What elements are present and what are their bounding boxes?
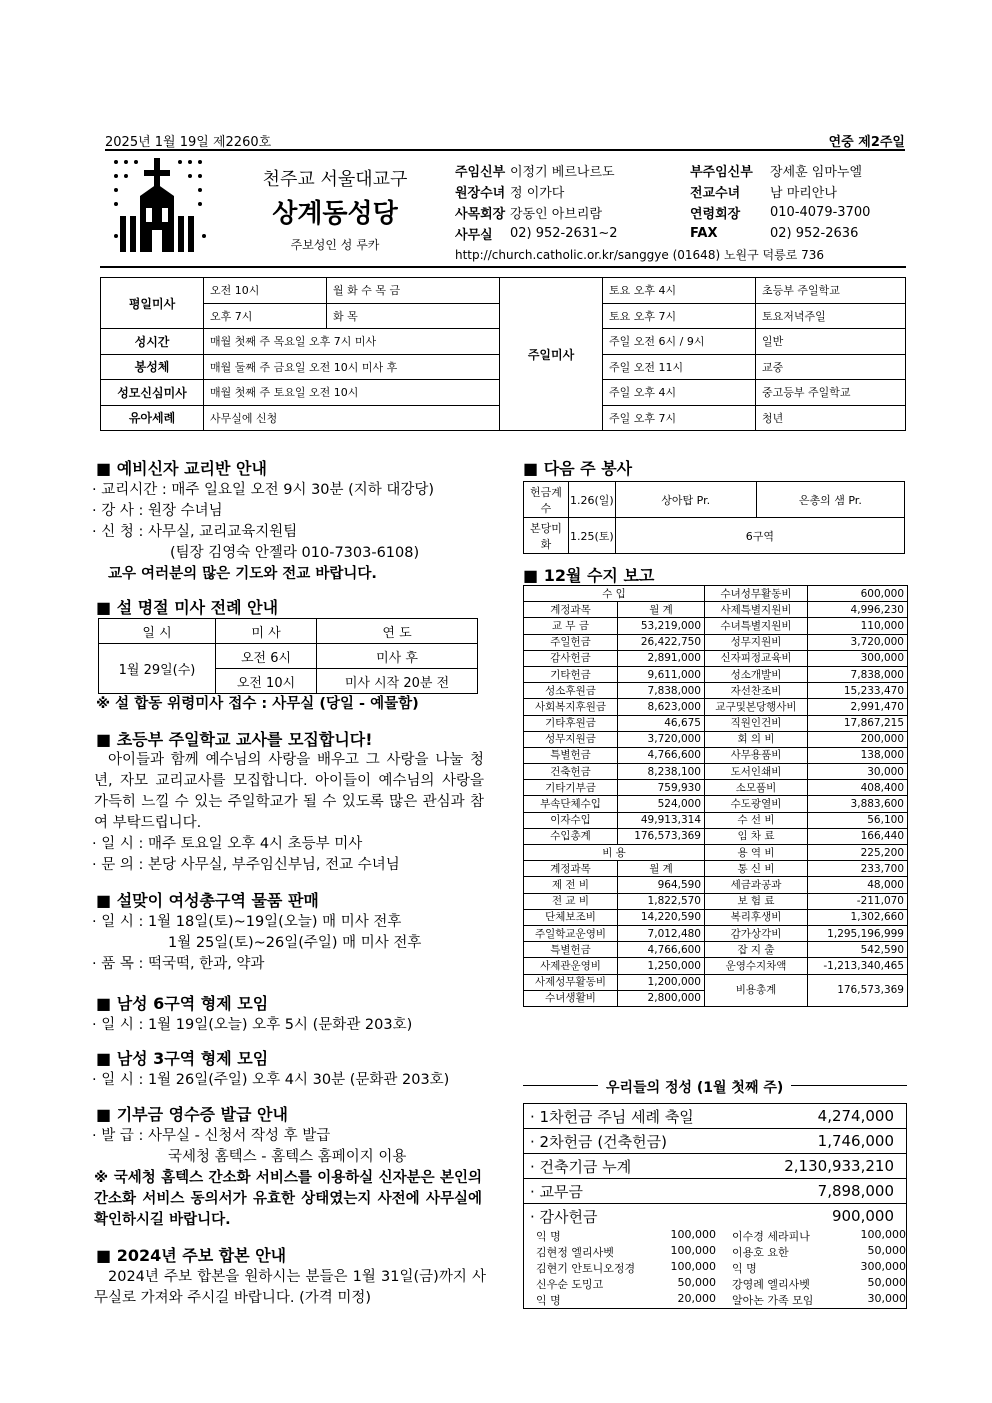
text-cell: · 감사헌금 (530, 1207, 598, 1226)
text-cell: · 발 급 : 사무실 - 신청서 작성 후 발급 (92, 1128, 331, 1144)
text-cell: 010-4079-3700 (770, 205, 871, 220)
text-cell: 월 계 (618, 602, 705, 618)
text-cell: 사제성무활동비 (524, 974, 618, 990)
offering-title: 우리들의 정성 (1월 첫째 주) (598, 1077, 791, 1097)
text-cell: 이자수입 (524, 812, 618, 828)
text-cell: 오전 10시 (216, 669, 317, 694)
receipt-note: ※ 국세청 홈텍스 간소화 서비스를 이용하실 신자분은 본인의 간소화 서비스 동의서가 유효한 상태였는지 사전에 사무실에 확인하시길 바랍니다. (94, 1170, 482, 1228)
text-cell: 부주임신부 (690, 165, 753, 180)
text-cell: 1,822,570 (618, 893, 705, 909)
text-cell: 초등부 주일학교 (756, 278, 906, 304)
text-cell: 운영수지차액 (705, 958, 808, 974)
text-cell: 200,000 (808, 731, 908, 747)
church-title-block (225, 165, 445, 253)
text-cell: 월 화 수 목 금 (327, 278, 500, 304)
issue-date: 2025년 1월 19일 제2260호 (105, 135, 272, 150)
text-cell: 주일 오전 11시 (603, 354, 756, 380)
section-title: ■ 12월 수지 보고 (523, 566, 655, 585)
teacher-recruit-body: 아이들과 함께 예수님의 사랑을 배우고 그 사랑을 나눌 청년, 자모 교리교사를 모집합니다. 아이들이 예수님의 사랑을 가득히 느낄 수 있는 주일학교가 될 수 있도록 많은 관심과 참여 부탁드립니다. (94, 752, 484, 831)
text-cell: 이수경 세라피나 (732, 1230, 810, 1243)
section-title: ■ 2024년 주보 합본 안내 (96, 1246, 287, 1265)
text-cell: 매월 둘째 주 금요일 오전 10시 미사 후 (204, 354, 500, 380)
catechism-info (92, 480, 492, 585)
text-cell: 주일 오후 7시 (603, 405, 756, 431)
text-cell: 2,130,933,210 (784, 1157, 894, 1175)
text-cell: 7,838,000 (808, 666, 908, 682)
text-cell: 강동인 아브리람 (510, 207, 603, 222)
staff-row (455, 223, 905, 244)
text-cell: 은총의 샘 Pr. (756, 482, 904, 518)
staff-row (455, 202, 905, 223)
offering-row (524, 1129, 906, 1154)
text-cell: 30,000 (808, 764, 908, 780)
text-cell: 사회복지후원금 (524, 699, 618, 715)
church-address[interactable]: http://church.catholic.or.kr/sanggye (01648) 노원구 덕릉로 736 (455, 248, 825, 262)
text-cell: · 건축기금 누계 (530, 1157, 632, 1176)
text-cell: 1,302,660 (808, 909, 908, 925)
text-cell: 1월 29일(수) (99, 644, 216, 694)
text-cell: 교구및본당행사비 (705, 699, 808, 715)
text-cell: 110,000 (808, 618, 908, 634)
text-cell: 02) 952-2631~2 (510, 226, 618, 241)
text-cell: · 교무금 (530, 1182, 584, 1201)
men-6-meeting: · 일 시 : 1월 19일(오늘) 오후 5시 (문화관 203호) (92, 1017, 413, 1033)
text-cell: 기타헌금 (524, 666, 618, 682)
text-cell: 2,891,000 (618, 650, 705, 666)
text-cell: 오전 6시 (216, 644, 317, 669)
text-cell: 월 계 (618, 861, 705, 877)
text-cell: 4,766,600 (618, 942, 705, 958)
text-cell: 익 명 (536, 1294, 561, 1307)
text-cell: 제 전 비 (524, 877, 618, 893)
text-cell: 남 마리안나 (770, 186, 837, 201)
text-cell: 수도광열비 (705, 796, 808, 812)
section-title: ■ 설맞이 여성총구역 물품 판매 (96, 891, 319, 910)
text-cell: 56,100 (808, 812, 908, 828)
text-cell: 50,000 (867, 1244, 906, 1257)
text-cell: · 품 목 : 떡국떡, 한과, 약과 (92, 956, 265, 972)
sale-info (92, 912, 492, 975)
text-cell: 14,220,590 (618, 909, 705, 925)
text-cell: 헌금계수 (524, 482, 569, 518)
text-cell: 성모신심미사 (101, 380, 204, 406)
text-cell: FAX (690, 226, 718, 241)
text-cell: 주일 오전 6시 / 9시 (603, 329, 756, 355)
text-cell: 사목회장 (455, 207, 506, 222)
text-cell: · 일 시 : 매주 토요일 오후 4시 초등부 미사 (92, 836, 363, 852)
text-cell: 02) 952-2636 (770, 226, 859, 241)
text-cell: 상아탑 Pr. (615, 482, 756, 518)
text-cell: 익 명 (732, 1262, 757, 1275)
text-cell: 국세청 홈텍스 - 홈텍스 홈페이지 이용 (168, 1149, 407, 1165)
text-cell: 화 목 (327, 303, 500, 329)
text-cell: 도서인쇄비 (705, 764, 808, 780)
header-divider (100, 266, 906, 268)
text-cell: 알아논 가족 모임 (732, 1294, 814, 1307)
text-cell: 1,746,000 (817, 1132, 894, 1150)
text-cell: · 강 사 : 원장 수녀님 (92, 503, 223, 519)
text-cell: 용 역 비 (705, 845, 808, 861)
text-cell: 48,000 (808, 877, 908, 893)
text-cell: 176,573,369 (808, 974, 908, 1006)
text-cell: 1.26(일) (569, 482, 616, 518)
text-cell: 수 선 비 (705, 812, 808, 828)
text-cell: 부속단체수입 (524, 796, 618, 812)
text-cell: -1,213,340,465 (808, 958, 908, 974)
text-cell: 소모품비 (705, 780, 808, 796)
text-cell: 759,930 (618, 780, 705, 796)
staff-directory (455, 160, 905, 244)
text-cell: 8,238,100 (618, 764, 705, 780)
text-cell: 성소개발비 (705, 666, 808, 682)
text-cell: 보 험 료 (705, 893, 808, 909)
text-cell: 건축헌금 (524, 764, 618, 780)
text-cell: 토요 오후 4시 (603, 278, 756, 304)
text-cell: 3,883,600 (808, 796, 908, 812)
text-cell: 30,000 (867, 1292, 906, 1305)
text-cell: 정 이가다 (510, 186, 565, 201)
text-cell: 중고등부 주일학교 (756, 380, 906, 406)
offering-row (524, 1204, 906, 1228)
text-cell: 토요 오후 7시 (603, 303, 756, 329)
text-cell: 49,913,314 (618, 812, 705, 828)
text-cell: 교 무 금 (524, 618, 618, 634)
offering-row (524, 1179, 906, 1204)
patron-saint: 주보성인 성 루카 (290, 238, 380, 252)
section-title: ■ 남성 6구역 형제 모임 (96, 994, 269, 1013)
text-cell: 봉성체 (101, 354, 204, 380)
text-cell: 교중 (756, 354, 906, 380)
memorial-mass-note: ※ 설 합동 위령미사 접수 : 사무실 (당일 - 예물함) (96, 696, 419, 712)
text-cell: 1.25(토) (569, 518, 616, 554)
text-cell: 524,000 (618, 796, 705, 812)
text-cell: 특별헌금 (524, 942, 618, 958)
text-cell: 100,000 (670, 1244, 716, 1257)
text-cell: 542,590 (808, 942, 908, 958)
text-cell: 수녀생활비 (524, 990, 618, 1006)
offering-box (523, 1103, 907, 1309)
text-cell: 성소후원금 (524, 683, 618, 699)
men-3-meeting: · 일 시 : 1월 26일(주일) 오후 4시 30분 (문화관 203호) (92, 1072, 450, 1088)
issue-header (105, 131, 905, 151)
teacher-recruit-info (92, 834, 492, 876)
text-cell: · 2차헌금 (건축헌금) (530, 1132, 667, 1151)
text-cell: 회 의 비 (705, 731, 808, 747)
text-cell: 자선찬조비 (705, 683, 808, 699)
text-cell: 연 도 (317, 619, 478, 644)
text-cell: 일반 (756, 329, 906, 355)
text-cell: 964,590 (618, 877, 705, 893)
text-cell: 17,867,215 (808, 715, 908, 731)
text-cell: 비용총계 (705, 974, 808, 1006)
text-cell: 2,991,470 (808, 699, 908, 715)
text-cell: · 일 시 : 1월 18일(토)~19일(오늘) 매 미사 전후 (92, 914, 402, 930)
diocese-name: 천주교 서울대교구 (262, 169, 408, 190)
staff-row (455, 181, 905, 202)
text-cell: 김현기 안토니오정경 (536, 1262, 636, 1275)
text-cell: 기타기부금 (524, 780, 618, 796)
text-cell: 300,000 (860, 1260, 906, 1273)
text-cell: 100,000 (670, 1260, 716, 1273)
text-cell: 복리후생비 (705, 909, 808, 925)
text-cell: 통 신 비 (705, 861, 808, 877)
text-cell: 사무용품비 (705, 747, 808, 763)
text-cell: 300,000 (808, 650, 908, 666)
text-cell: 일 시 (99, 619, 216, 644)
text-cell: 성무지원비 (705, 634, 808, 650)
text-cell: 2,800,000 (618, 990, 705, 1006)
staff-row (455, 160, 905, 181)
church-logo (110, 156, 210, 256)
text-cell: 4,274,000 (817, 1107, 894, 1125)
text-cell: 전 교 비 (524, 893, 618, 909)
text-cell: 미사 후 (317, 644, 478, 669)
text-cell: 4,996,230 (808, 602, 908, 618)
text-cell: 매월 첫째 주 목요일 오후 7시 미사 (204, 329, 500, 355)
text-cell: 미사 시작 20분 전 (317, 669, 478, 694)
text-cell: · 교리시간 : 매주 일요일 오전 9시 30분 (지하 대강당) (92, 482, 435, 498)
text-cell: 세금과공과 (705, 877, 808, 893)
text-cell: · 신 청 : 사무실, 교리교육지원팀 (92, 524, 298, 540)
text-cell: 7,012,480 (618, 925, 705, 941)
text-cell: 신우순 도밍고 (536, 1278, 604, 1291)
text-cell: 1,295,196,999 (808, 925, 908, 941)
text-cell: 138,000 (808, 747, 908, 763)
text-cell: 26,422,750 (618, 634, 705, 650)
text-cell: 7,838,000 (618, 683, 705, 699)
text-cell: 사무실에 신청 (204, 405, 500, 431)
text-cell: 직원인건비 (705, 715, 808, 731)
text-cell: 성시간 (101, 329, 204, 355)
text-cell: 수 입 (524, 586, 705, 602)
text-cell: 강영례 엘리사벳 (732, 1278, 810, 1291)
text-cell: 이정기 베르나르도 (510, 165, 615, 180)
text-cell: 계정과목 (524, 861, 618, 877)
text-cell: 20,000 (677, 1292, 716, 1305)
mass-schedule-table (100, 277, 906, 431)
text-cell: 기타후원금 (524, 715, 618, 731)
text-cell: 특별헌금 (524, 747, 618, 763)
text-cell: 166,440 (808, 828, 908, 844)
text-cell: 임 차 료 (705, 828, 808, 844)
service-table (523, 481, 905, 554)
lunar-new-year-mass-table (98, 618, 478, 694)
text-cell: 1,200,000 (618, 974, 705, 990)
offering-row (524, 1154, 906, 1179)
text-cell: 비 용 (524, 845, 705, 861)
bulletin-binding-body: 2024년 주보 합본을 원하시는 분들은 1월 31일(금)까지 사무실로 가져와 주시길 바랍니다. (가격 미정) (94, 1269, 486, 1306)
text-cell: 600,000 (808, 586, 908, 602)
text-cell: 408,400 (808, 780, 908, 796)
donor-list (524, 1228, 906, 1308)
text-cell: 성무지원금 (524, 731, 618, 747)
text-cell: 233,700 (808, 861, 908, 877)
text-cell: 4,766,600 (618, 747, 705, 763)
text-cell: 단체보조비 (524, 909, 618, 925)
text-cell: 53,219,000 (618, 618, 705, 634)
section-title: ■ 다음 주 봉사 (523, 459, 633, 478)
text-cell: 신자피정교육비 (705, 650, 808, 666)
text-cell: 6구역 (615, 518, 904, 554)
text-cell: 김현정 엘리사벳 (536, 1246, 614, 1259)
text-cell: 감사헌금 (524, 650, 618, 666)
text-cell: 8,623,000 (618, 699, 705, 715)
text-cell: 주일헌금 (524, 634, 618, 650)
text-cell: 잡 지 출 (705, 942, 808, 958)
liturgical-day: 연중 제2주일 (828, 135, 905, 150)
text-cell: 3,720,000 (808, 634, 908, 650)
text-cell: 전교수녀 (690, 186, 741, 201)
text-cell: 3,720,000 (618, 731, 705, 747)
sunday-mass-label: 주일미사 (500, 278, 603, 431)
text-cell: 100,000 (860, 1228, 906, 1241)
text-cell: 50,000 (867, 1276, 906, 1289)
text-cell: 원장수녀 (455, 186, 506, 201)
church-name: 상계동성당 (272, 199, 398, 229)
text-cell: 익 명 (536, 1230, 561, 1243)
text-cell: 수녀성무활동비 (705, 586, 808, 602)
section-title: ■ 예비신자 교리반 안내 (96, 459, 267, 478)
text-cell: 100,000 (670, 1228, 716, 1241)
text-cell: 주임신부 (455, 165, 506, 180)
text-cell: 900,000 (831, 1207, 894, 1225)
text-cell: 청년 (756, 405, 906, 431)
text-cell: 미 사 (216, 619, 317, 644)
section-title: ■ 설 명절 미사 전례 안내 (96, 598, 279, 617)
text-cell: 7,898,000 (817, 1182, 894, 1200)
text-cell: 이용호 요한 (732, 1246, 789, 1259)
section-title: ■ 초등부 주일학교 교사를 모집합니다! (96, 730, 373, 749)
offering-row (524, 1104, 906, 1129)
text-cell: 유아세례 (101, 405, 204, 431)
text-cell: 46,675 (618, 715, 705, 731)
receipt-info (92, 1126, 492, 1168)
text-cell: 225,200 (808, 845, 908, 861)
text-cell: 수입총계 (524, 828, 618, 844)
text-cell: 176,573,369 (618, 828, 705, 844)
text-cell: 감가상각비 (705, 925, 808, 941)
text-cell: 매월 첫째 주 토요일 오전 10시 (204, 380, 500, 406)
text-cell: 오전 10시 (204, 278, 327, 304)
text-cell: 사제관운영비 (524, 958, 618, 974)
text-cell: 오후 7시 (204, 303, 327, 329)
text-cell: 1,250,000 (618, 958, 705, 974)
text-cell: 50,000 (677, 1276, 716, 1289)
text-cell: 사무실 (455, 228, 493, 243)
text-cell: 토요저녁주일 (756, 303, 906, 329)
section-title: ■ 기부금 영수증 발급 안내 (96, 1105, 288, 1124)
finance-report-table (523, 585, 908, 1007)
text-cell: 주일학교운영비 (524, 925, 618, 941)
section-title: ■ 남성 3구역 형제 모임 (96, 1049, 269, 1068)
text-cell: 교우 여러분의 많은 기도와 전교 바랍니다. (108, 566, 377, 582)
text-cell: 장세훈 임마누엘 (770, 165, 863, 180)
text-cell: · 1차헌금 주님 세례 축일 (530, 1107, 694, 1126)
text-cell: · 문 의 : 본당 사무실, 부주임신부님, 전교 수녀님 (92, 857, 400, 873)
text-cell: 9,611,000 (618, 666, 705, 682)
text-cell: 연령회장 (690, 207, 741, 222)
text-cell: (팀장 김영숙 안젤라 010-7303-6108) (170, 545, 420, 561)
text-cell: 사제특별지원비 (705, 602, 808, 618)
weekday-mass-label: 평일미사 (101, 278, 204, 329)
text-cell: 주일 오후 4시 (603, 380, 756, 406)
text-cell: 1월 25일(토)~26일(주일) 매 미사 전후 (168, 935, 422, 951)
text-cell: 본당미화 (524, 518, 569, 554)
text-cell: 15,233,470 (808, 683, 908, 699)
text-cell: 계정과목 (524, 602, 618, 618)
text-cell: 수녀특별지원비 (705, 618, 808, 634)
text-cell: -211,070 (808, 893, 908, 909)
